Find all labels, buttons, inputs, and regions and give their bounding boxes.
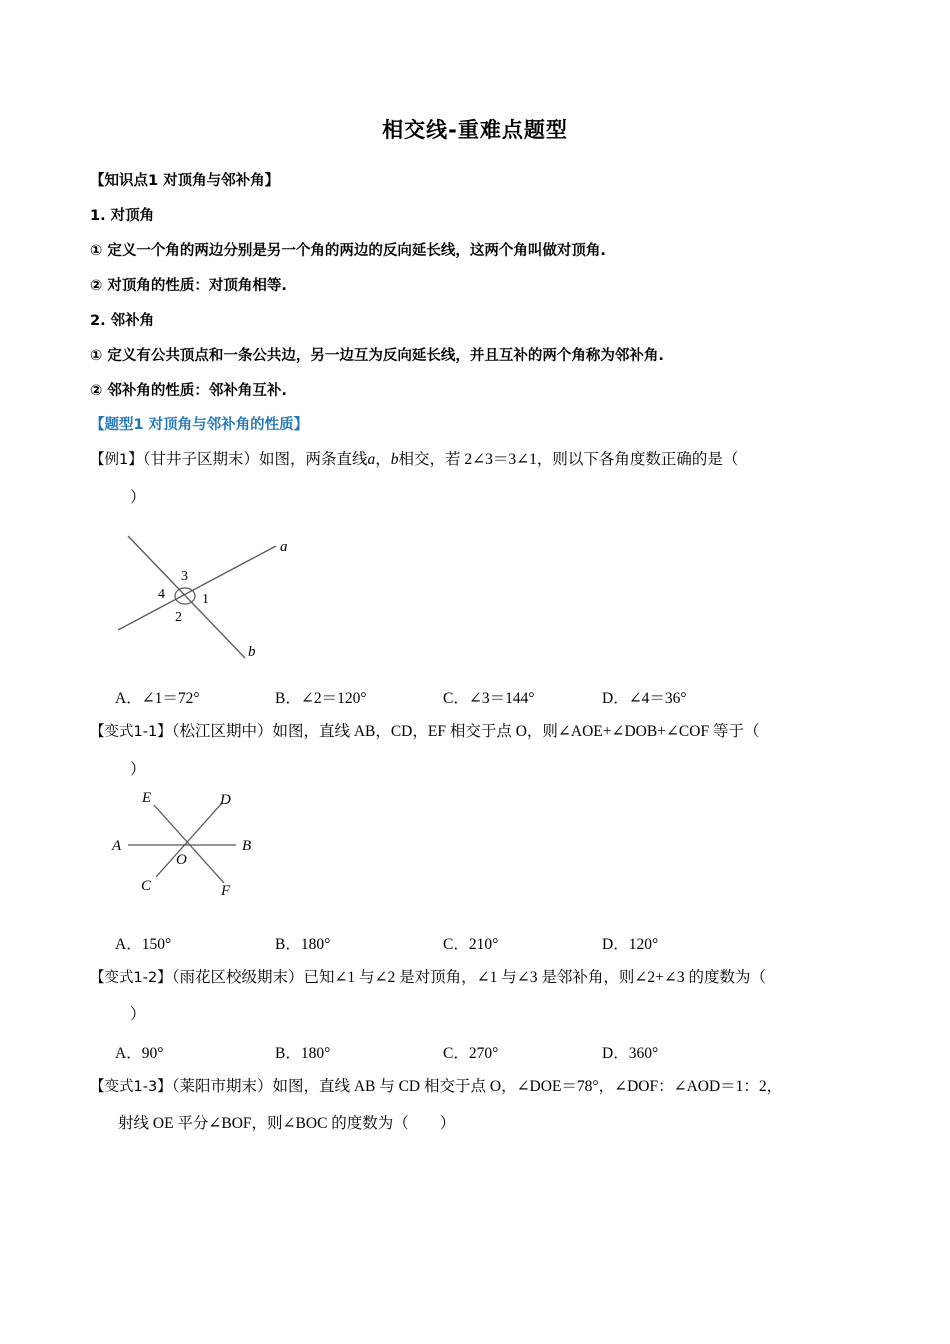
variation-1-1-option-a[interactable]: A．150° xyxy=(115,936,172,953)
example-1-figure xyxy=(108,528,308,663)
var-b: b xyxy=(390,451,399,468)
example-1-option-a[interactable]: A．∠1＝72° xyxy=(115,690,200,707)
variation-1-2-option-d[interactable]: D．360° xyxy=(602,1045,659,1062)
variation-1-1-paren-close: ） xyxy=(130,761,146,778)
variation-1-2-text: （雨花区校级期末）已知∠1 与∠2 是对顶角，∠1 与∠3 是邻补角，则∠2+∠3 的度数为（ xyxy=(171,969,766,986)
page-title: 相交线-重难点题型 xyxy=(382,118,568,142)
section-1-item-2: ② 对顶角的性质：对顶角相等. xyxy=(90,278,287,294)
angle-1-label: 1 xyxy=(202,592,209,607)
example-1-text-a: （甘井子区期末）如图，两条直线 xyxy=(142,451,368,468)
variation-1-1-question xyxy=(90,722,759,742)
knowledge-header: 【知识点1 对顶角与邻补角】 xyxy=(90,173,280,189)
variation-1-3-label: 【变式1-3】 xyxy=(90,1079,172,1095)
section-1-item-1: ① 定义一个角的两边分别是另一个角的两边的反向延长线，这两个角叫做对顶角. xyxy=(90,243,606,259)
variation-1-3-text-1: （莱阳市期末）如图，直线 AB 与 CD 相交于点 O，∠DOE＝78°，∠DOF：∠AOD＝1：2， xyxy=(171,1078,783,1095)
line-cd xyxy=(156,803,222,877)
variation-1-3-text-2: 射线 OE 平分∠BOF，则∠BOC 的度数为（ ） xyxy=(118,1115,456,1132)
variation-1-2-question xyxy=(90,968,766,988)
line-a xyxy=(118,546,276,630)
variation-1-2-option-c[interactable]: C．270° xyxy=(443,1045,499,1062)
section-1-title: 1. 对顶角 xyxy=(90,208,155,224)
angle-2-label: 2 xyxy=(175,610,182,625)
example-1-option-d[interactable]: D．∠4＝36° xyxy=(602,690,687,707)
example-1-option-b[interactable]: B．∠2＝120° xyxy=(275,690,367,707)
angle-4-label: 4 xyxy=(158,587,165,602)
example-1-paren-close: ） xyxy=(130,489,146,506)
section-2-item-2: ② 邻补角的性质：邻补角互补. xyxy=(90,383,287,399)
label-b: B xyxy=(242,838,252,854)
label-o: O xyxy=(176,852,187,868)
variation-1-2-label: 【变式1-2】 xyxy=(90,970,172,986)
label-a: A xyxy=(112,838,122,854)
variation-1-3-question xyxy=(90,1077,782,1097)
variation-1-2-paren-close: ） xyxy=(130,1006,146,1023)
variation-1-1-option-d[interactable]: D．120° xyxy=(602,936,659,953)
label-d: D xyxy=(220,792,231,808)
comma: ， xyxy=(375,451,391,468)
line-b xyxy=(128,536,245,658)
label-a: a xyxy=(280,539,288,555)
label-c: C xyxy=(141,878,152,894)
section-2-title: 2. 邻补角 xyxy=(90,313,155,329)
example-1-text-b: 相交，若 2∠3＝3∠1，则以下各角度数正确的是（ xyxy=(398,451,739,468)
variation-1-1-option-b[interactable]: B．180° xyxy=(275,936,331,953)
section-2-item-1: ① 定义有公共顶点和一条公共边，另一边互为反向延长线，并且互补的两个角称为邻补角. xyxy=(90,348,664,364)
label-b: b xyxy=(248,644,256,660)
label-e: E xyxy=(142,790,152,806)
type-1-header: 【题型1 对顶角与邻补角的性质】 xyxy=(90,417,309,433)
example-1-option-c[interactable]: C．∠3＝144° xyxy=(443,690,535,707)
example-1-label: 【例1】 xyxy=(90,452,143,468)
var-a: a xyxy=(367,451,376,468)
variation-1-1-figure xyxy=(108,785,268,905)
variation-1-1-option-c[interactable]: C．210° xyxy=(443,936,499,953)
variation-1-2-option-b[interactable]: B．180° xyxy=(275,1045,331,1062)
line-ef xyxy=(154,805,224,883)
variation-1-1-label: 【变式1-1】 xyxy=(90,724,172,740)
example-1-question xyxy=(90,450,738,470)
label-f: F xyxy=(221,883,231,899)
variation-1-2-option-a[interactable]: A．90° xyxy=(115,1045,164,1062)
variation-1-1-text: （松江区期中）如图，直线 AB，CD，EF 相交于点 O，则∠AOE+∠DOB+∠COF 等于（ xyxy=(171,723,760,740)
angle-3-label: 3 xyxy=(181,569,188,584)
